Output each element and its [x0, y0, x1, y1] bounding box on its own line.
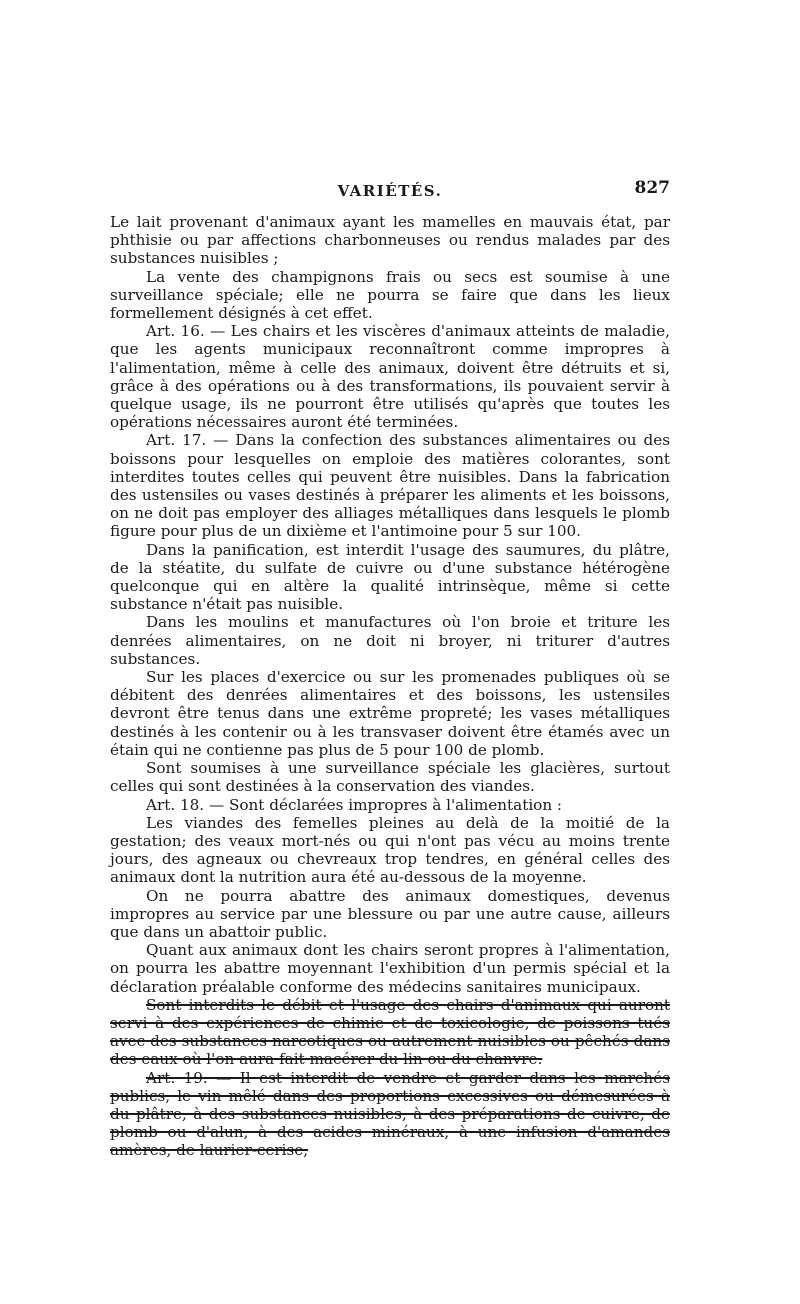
page-number: 827 [634, 178, 670, 198]
paragraph: Les viandes des femelles pleines au delà de la moitié de la gestation; des veaux mort-nés ou qui n'ont pas vécu au moins trente jours, des agneaux ou chevreaux trop tendres, en général celles des animaux dont la nutrition aura été au-dessous de la moyenne. [110, 813, 670, 887]
paragraph: Quant aux animaux dont les chairs seront propres à l'alimentation, on pourra les abattre moyennant l'exhibition d'un permis spécial et la déclaration préalable conforme des médecins sanitaires municipaux. [110, 941, 670, 996]
paragraph: Dans les moulins et manufactures où l'on broie et triture les denrées alimentaires, on ne doit ni broyer, ni triturer d'autres substances. [110, 613, 670, 668]
paragraph: On ne pourra abattre des animaux domestiques, devenus impropres au service par une blessure ou par une autre cause, ailleurs que dans un abattoir public. [110, 886, 670, 941]
paragraph: Le lait provenant d'animaux ayant les mamelles en mauvais état, par phthisie ou par affections charbonneuses ou rendus malades par des substances nuisibles ; [110, 213, 670, 268]
struck-paragraph: Art. 19. — Il est interdit de vendre et garder dans les marchés publics, le vin mêlé dans des proportions excessives ou démesurées à du plâtre, à des substances nuisibles, à des préparations de cuivre, de plomb ou d'alun, à des acides minéraux, à une infusion d'amandes amères, de laurier-cerise, [110, 1068, 670, 1160]
paragraph: Sur les places d'exercice ou sur les promenades publiques où se débitent des denrées alimentaires et des boissons, les ustensiles devront être tenus dans une extrême propreté; les vases métalliques destinés à les contenir ou à les transvaser doivent être étamés avec un étain qui ne contienne pas plus de 5 pour 100 de plomb. [110, 668, 670, 759]
struck-paragraph: Sont interdits le débit et l'usage des chairs d'animaux qui auront servi à des expériences de chimie et de toxicologie, de poissons tués avec des substances narcotiques ou autrement nuisibles ou pêchés dans des eaux où l'on aura fait macérer du lin ou du chanvre. [110, 995, 670, 1069]
paragraph: Art. 18. — Sont déclarées impropres à l'alimentation : [146, 795, 563, 814]
paragraph: Sont soumises à une surveillance spéciale les glacières, surtout celles qui sont destinées à la conservation des viandes. [110, 759, 670, 796]
running-title: VARIÉTÉS. [337, 182, 443, 200]
page-header [110, 178, 670, 208]
body-text [110, 213, 670, 1160]
paragraph: Dans la panification, est interdit l'usage des saumures, du plâtre, de la stéatite, du sulfate de cuivre ou d'une substance hétérogène quelconque qui en altère la qualité intrinsèque, même si cette substance n'était pas nuisible. [110, 540, 670, 614]
paragraph: Art. 16. — Les chairs et les viscères d'animaux atteints de maladie, que les agents municipaux reconnaîtront comme impropres à l'alimentation, même à celle des animaux, doivent être détruits et si, grâce à des opérations ou à des transformations, ils pouvaient servir à quelque usage, ils ne pourront être utilisés qu'après que toutes les opérations nécessaires auront été terminées. [110, 322, 670, 432]
paragraph: La vente des champignons frais ou secs est soumise à une surveillance spéciale; elle ne pourra se faire que dans les lieux formellement désignés à cet effet. [110, 267, 670, 323]
paragraph: Art. 17. — Dans la confection des substances alimentaires ou des boissons pour lesquelles on emploie des matières colorantes, sont interdites toutes celles qui peuvent être nuisibles. Dans la fabrication des ustensiles ou vases destinés à préparer les aliments et les boissons, on ne doit pas employer des alliages métalliques dans lesquels le plomb figure pour plus de un dixième et l'antimoine pour 5 sur 100. [110, 431, 670, 541]
